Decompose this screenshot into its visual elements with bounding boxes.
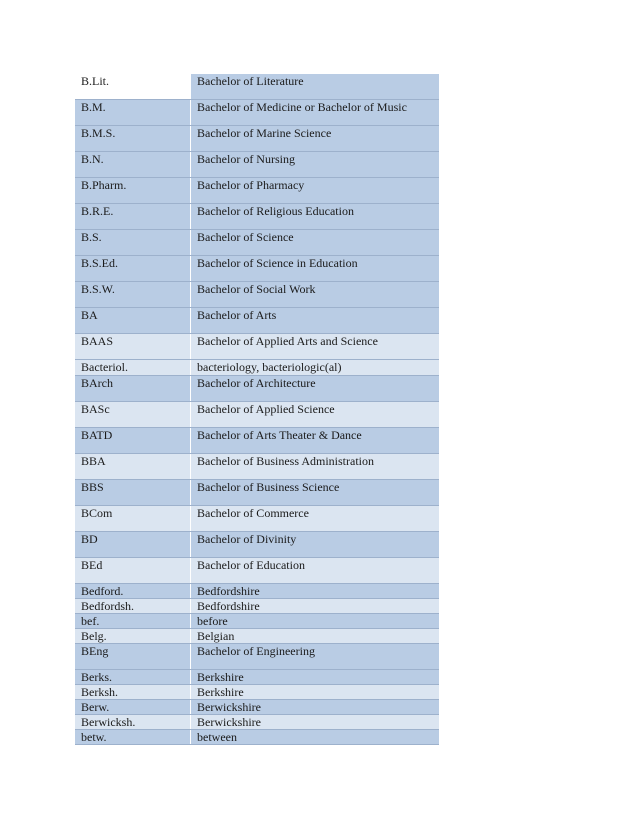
meaning-cell: Bachelor of Science	[191, 230, 440, 256]
table-row	[75, 454, 439, 480]
table-row	[75, 256, 439, 282]
meaning-cell: Bachelor of Science in Education	[191, 256, 440, 282]
meaning-cell: Bedfordshire	[191, 584, 440, 599]
table-row	[75, 532, 439, 558]
abbreviation-cell: B.R.E.	[75, 204, 191, 230]
abbreviation-cell: BA	[75, 308, 191, 334]
table-row	[75, 376, 439, 402]
table-row	[75, 204, 439, 230]
table-row	[75, 700, 439, 715]
meaning-cell: Bachelor of Pharmacy	[191, 178, 440, 204]
abbreviation-cell: Belg.	[75, 629, 191, 644]
abbreviation-cell: Berksh.	[75, 685, 191, 700]
table-row	[75, 584, 439, 599]
abbreviation-cell: bef.	[75, 614, 191, 629]
table-row	[75, 282, 439, 308]
meaning-cell: Berwickshire	[191, 700, 440, 715]
meaning-cell: Bachelor of Divinity	[191, 532, 440, 558]
table-row	[75, 428, 439, 454]
meaning-cell: Bachelor of Marine Science	[191, 126, 440, 152]
table-row	[75, 152, 439, 178]
abbreviation-cell: B.S.W.	[75, 282, 191, 308]
meaning-cell: Bachelor of Literature	[191, 74, 440, 100]
meaning-cell: Bachelor of Social Work	[191, 282, 440, 308]
table-row	[75, 74, 439, 100]
table-row	[75, 402, 439, 428]
meaning-cell: Bachelor of Arts Theater & Dance	[191, 428, 440, 454]
table-row	[75, 230, 439, 256]
abbreviation-cell: BBS	[75, 480, 191, 506]
abbreviation-cell: BBA	[75, 454, 191, 480]
abbreviation-cell: B.S.	[75, 230, 191, 256]
abbreviation-cell: B.N.	[75, 152, 191, 178]
meaning-cell: Bachelor of Commerce	[191, 506, 440, 532]
abbreviation-cell: B.M.S.	[75, 126, 191, 152]
abbreviation-cell: B.M.	[75, 100, 191, 126]
meaning-cell: Bachelor of Business Administration	[191, 454, 440, 480]
table-row	[75, 334, 439, 360]
table-row	[75, 644, 439, 670]
meaning-cell: Bedfordshire	[191, 599, 440, 614]
meaning-cell: Bachelor of Business Science	[191, 480, 440, 506]
table-row	[75, 480, 439, 506]
abbreviation-cell: Bedford.	[75, 584, 191, 599]
abbreviation-cell: Berks.	[75, 670, 191, 685]
abbreviation-cell: BASc	[75, 402, 191, 428]
table-row	[75, 506, 439, 532]
abbreviation-cell: BEng	[75, 644, 191, 670]
abbreviation-cell: B.Lit.	[75, 74, 191, 100]
meaning-cell: Bachelor of Nursing	[191, 152, 440, 178]
abbreviation-table	[75, 74, 439, 745]
table-row	[75, 599, 439, 614]
abbreviation-cell: BEd	[75, 558, 191, 584]
table-row	[75, 126, 439, 152]
table-row	[75, 308, 439, 334]
meaning-cell: Bachelor of Architecture	[191, 376, 440, 402]
table-row	[75, 614, 439, 629]
meaning-cell: bacteriology, bacteriologic(al)	[191, 360, 440, 376]
abbreviation-cell: BAAS	[75, 334, 191, 360]
table-row	[75, 360, 439, 376]
meaning-cell: between	[191, 730, 440, 745]
abbreviation-cell: Berw.	[75, 700, 191, 715]
table-row	[75, 558, 439, 584]
table-row	[75, 670, 439, 685]
table-row	[75, 685, 439, 700]
meaning-cell: Berkshire	[191, 685, 440, 700]
abbreviation-cell: B.Pharm.	[75, 178, 191, 204]
meaning-cell: before	[191, 614, 440, 629]
abbreviation-cell: Bedfordsh.	[75, 599, 191, 614]
meaning-cell: Bachelor of Education	[191, 558, 440, 584]
abbreviation-cell: BATD	[75, 428, 191, 454]
table-row	[75, 715, 439, 730]
meaning-cell: Berkshire	[191, 670, 440, 685]
meaning-cell: Bachelor of Arts	[191, 308, 440, 334]
meaning-cell: Bachelor of Applied Science	[191, 402, 440, 428]
meaning-cell: Bachelor of Religious Education	[191, 204, 440, 230]
meaning-cell: Bachelor of Medicine or Bachelor of Music	[191, 100, 440, 126]
table-row	[75, 100, 439, 126]
abbreviation-cell: Bacteriol.	[75, 360, 191, 376]
abbreviation-cell: BD	[75, 532, 191, 558]
meaning-cell: Berwickshire	[191, 715, 440, 730]
table-row	[75, 178, 439, 204]
table-row	[75, 629, 439, 644]
abbreviation-cell: BArch	[75, 376, 191, 402]
abbreviation-cell: B.S.Ed.	[75, 256, 191, 282]
abbreviation-cell: betw.	[75, 730, 191, 745]
meaning-cell: Belgian	[191, 629, 440, 644]
table-row	[75, 730, 439, 745]
abbreviation-cell: BCom	[75, 506, 191, 532]
meaning-cell: Bachelor of Applied Arts and Science	[191, 334, 440, 360]
meaning-cell: Bachelor of Engineering	[191, 644, 440, 670]
abbreviation-cell: Berwicksh.	[75, 715, 191, 730]
abbreviation-table-body	[75, 74, 439, 745]
